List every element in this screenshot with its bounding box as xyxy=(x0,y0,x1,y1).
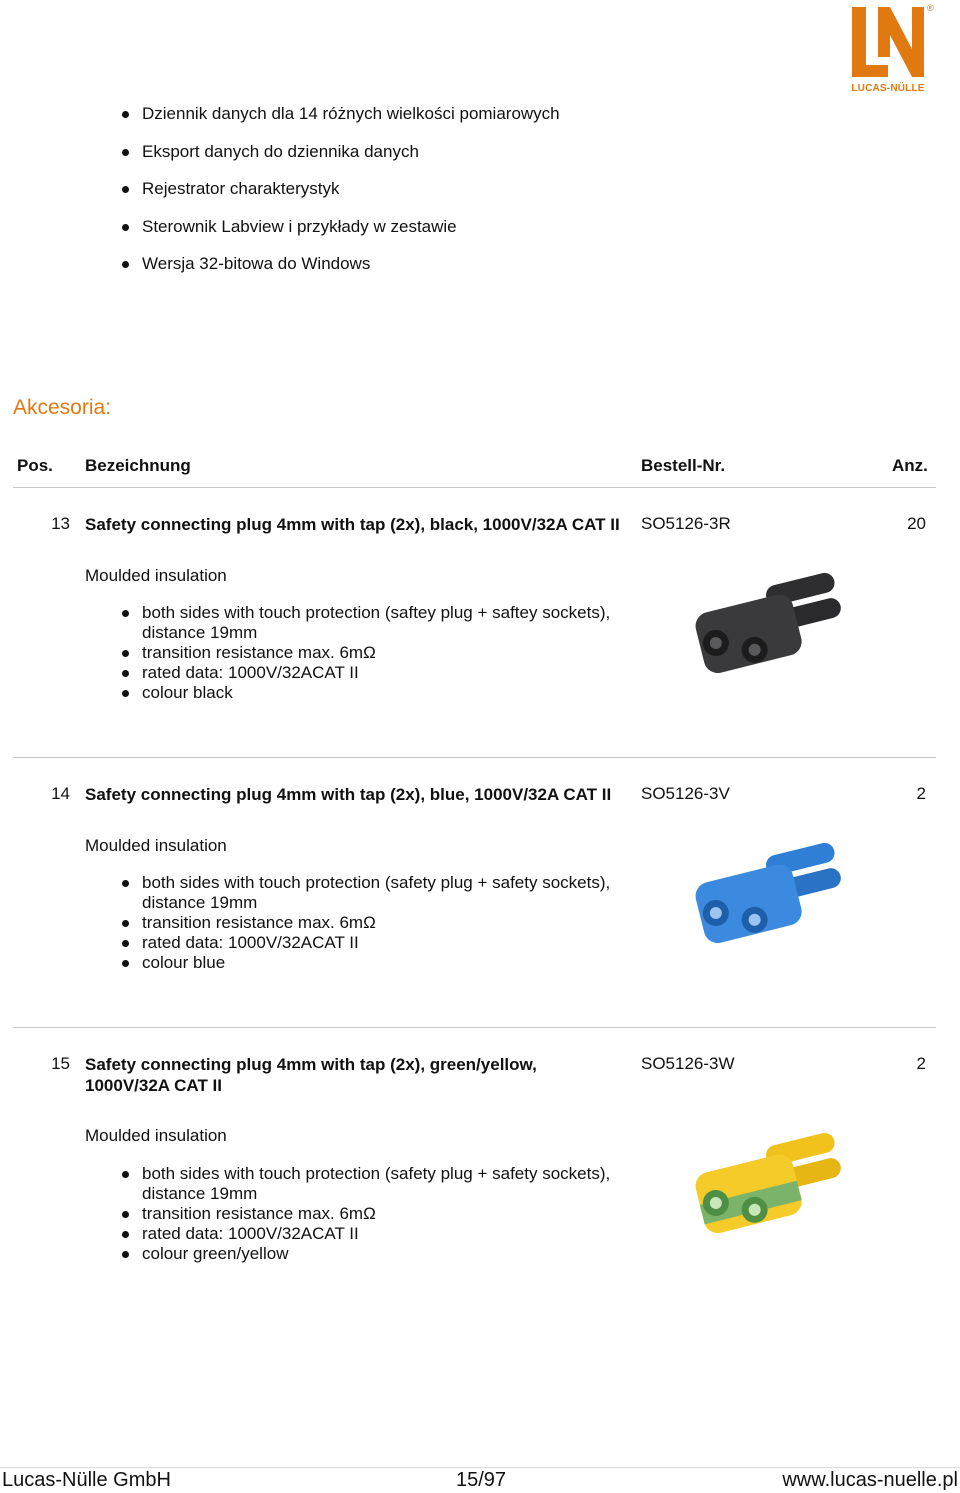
header-quantity: Anz. xyxy=(892,456,928,475)
blue-plug-image xyxy=(676,838,876,958)
item-order-number: SO5126-3R xyxy=(641,514,731,533)
item-spec-list xyxy=(120,873,640,973)
footer-website-link[interactable]: www.lucas-nuelle.pl xyxy=(782,1469,958,1491)
green-yellow-plug-image xyxy=(676,1128,876,1248)
lucas-nuelle-logo xyxy=(848,5,938,95)
feature-item: Sterownik Labview i przykłady w zestawie xyxy=(120,213,560,251)
row-divider xyxy=(13,1027,936,1028)
spec-item: transition resistance max. 6mΩ xyxy=(120,913,640,933)
logo-wordmark: LUCAS-NÜLLE xyxy=(851,83,925,94)
item-spec-list xyxy=(120,603,640,703)
spec-item: rated data: 1000V/32ACAT II xyxy=(120,663,640,683)
feature-item: Wersja 32-bitowa do Windows xyxy=(120,250,560,288)
item-order-number: SO5126-3W xyxy=(641,1054,735,1073)
spec-item: both sides with touch protection (safety plug + safety sockets), distance 19mm xyxy=(120,1164,640,1204)
item-name: Safety connecting plug 4mm with tap (2x), black, 1000V/32A CAT II xyxy=(85,515,620,534)
footer-divider xyxy=(0,1467,960,1468)
header-pos: Pos. xyxy=(17,456,53,475)
footer-company: Lucas-Nülle GmbH xyxy=(2,1469,171,1491)
row-divider xyxy=(13,757,936,758)
spec-item: transition resistance max. 6mΩ xyxy=(120,643,640,663)
feature-item: Eksport danych do dziennika danych xyxy=(120,138,560,176)
item-pos: 13 xyxy=(51,514,70,533)
item-name: Safety connecting plug 4mm with tap (2x), blue, 1000V/32A CAT II xyxy=(85,785,612,804)
header-divider xyxy=(13,487,936,488)
header-order-number: Bestell-Nr. xyxy=(641,456,726,475)
item-subtitle: Moulded insulation xyxy=(85,1126,227,1145)
spec-item: both sides with touch protection (saftey plug + saftey sockets), distance 19mm xyxy=(120,603,640,643)
item-pos: 15 xyxy=(51,1054,70,1073)
feature-item: Rejestrator charakterystyk xyxy=(120,175,560,213)
spec-item: colour black xyxy=(120,683,640,703)
item-quantity: 2 xyxy=(916,784,926,803)
item-subtitle: Moulded insulation xyxy=(85,566,227,585)
header-name: Bezeichnung xyxy=(85,456,191,475)
item-order-number: SO5126-3V xyxy=(641,784,730,803)
accessories-heading: Akcesoria: xyxy=(13,396,112,419)
registered-mark: ® xyxy=(927,3,934,13)
footer-page-number: 15/97 xyxy=(456,1469,507,1491)
spec-item: colour blue xyxy=(120,953,640,973)
black-plug-image xyxy=(676,568,876,688)
spec-item: rated data: 1000V/32ACAT II xyxy=(120,1224,640,1244)
spec-item: both sides with touch protection (safety plug + safety sockets), distance 19mm xyxy=(120,873,640,913)
feature-item: Dziennik danych dla 14 różnych wielkości pomiarowych xyxy=(120,100,560,138)
item-spec-list xyxy=(120,1164,640,1264)
spec-item: rated data: 1000V/32ACAT II xyxy=(120,933,640,953)
spec-item: colour green/yellow xyxy=(120,1244,640,1264)
item-pos: 14 xyxy=(51,784,70,803)
item-name: Safety connecting plug 4mm with tap (2x), green/yellow, 1000V/32A CAT II xyxy=(85,1055,537,1095)
item-subtitle: Moulded insulation xyxy=(85,836,227,855)
ln-logo-mark xyxy=(848,5,928,83)
spec-item: transition resistance max. 6mΩ xyxy=(120,1204,640,1224)
item-quantity: 20 xyxy=(907,514,926,533)
item-quantity: 2 xyxy=(916,1054,926,1073)
feature-list xyxy=(120,100,560,288)
